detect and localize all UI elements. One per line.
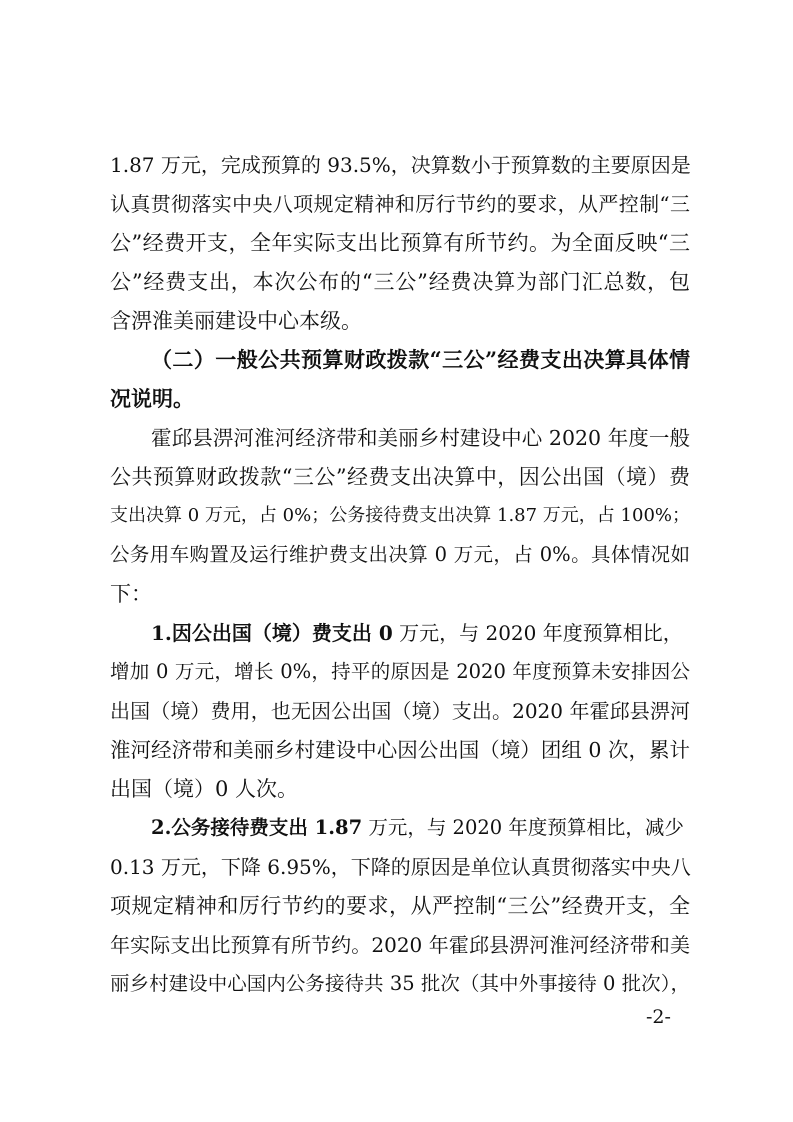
text-line-17: 出国（境）0 人次。	[110, 777, 299, 801]
text-line-12: 下：	[110, 582, 152, 606]
text-line-4: 公”经费支出，本次公布的“三公”经费决算为部门汇总数，包	[110, 270, 690, 294]
item-2-first-line	[151, 813, 690, 843]
item-1-first-line	[151, 618, 690, 648]
item-1-rest: 万元，与 2020 年度预算相比，	[392, 621, 683, 645]
text-line-5: 含淠淮美丽建设中心本级。	[110, 309, 362, 333]
page-number: -2-	[646, 1006, 671, 1028]
text-line-2: 认真贯彻落实中央八项规定精神和厉行节约的要求，从严控制“三	[110, 192, 690, 216]
text-line-20: 项规定精神和厉行节约的要求，从严控制“三公”经费开支，全	[110, 894, 690, 918]
text-line-11: 公务用车购置及运行维护费支出决算 0 万元，占 0%。具体情况如	[110, 543, 690, 566]
section-heading-cont: 况说明。	[110, 386, 194, 411]
text-line-1: 1.87 万元，完成预算的 93.5%，决算数小于预算数的主要原因是	[110, 153, 691, 177]
text-line-3: 公”经费开支，全年实际支出比预算有所节约。为全面反映“三	[110, 231, 690, 255]
text-line-10: 支出决算 0 万元，占 0%；公务接待费支出决算 1.87 万元，占 100%；	[110, 505, 690, 526]
section-heading: （二）一般公共预算财政拨款“三公”经费支出决算具体情	[151, 347, 690, 372]
item-2-rest: 万元，与 2020 年度预算相比，减少	[362, 816, 684, 839]
text-line-8: 霍邱县淠河淮河经济带和美丽乡村建设中心 2020 年度一般	[151, 426, 690, 450]
text-line-15: 出国（境）费用，也无因公出国（境）支出。2020 年霍邱县淠河	[110, 699, 690, 723]
text-line-21: 年实际支出比预算有所节约。2020 年霍邱县淠河淮河经济带和美	[110, 933, 690, 957]
text-line-22: 丽乡村建设中心国内公务接待共 35 批次（其中外事接待 0 批次），	[110, 972, 690, 995]
item-2-lead: 2.公务接待费支出 1.87	[151, 816, 363, 839]
text-line-9: 公共预算财政拨款“三公”经费支出决算中，因公出国（境）费	[110, 465, 690, 489]
text-line-19: 0.13 万元，下降 6.95%，下降的原因是单位认真贯彻落实中央八	[110, 855, 691, 879]
text-line-14: 增加 0 万元，增长 0%，持平的原因是 2020 年度预算未安排因公	[110, 660, 690, 683]
item-1-lead: 1.因公出国（境）费支出 0	[151, 621, 393, 645]
text-line-16: 淮河经济带和美丽乡村建设中心因公出国（境）团组 0 次，累计	[110, 738, 690, 762]
